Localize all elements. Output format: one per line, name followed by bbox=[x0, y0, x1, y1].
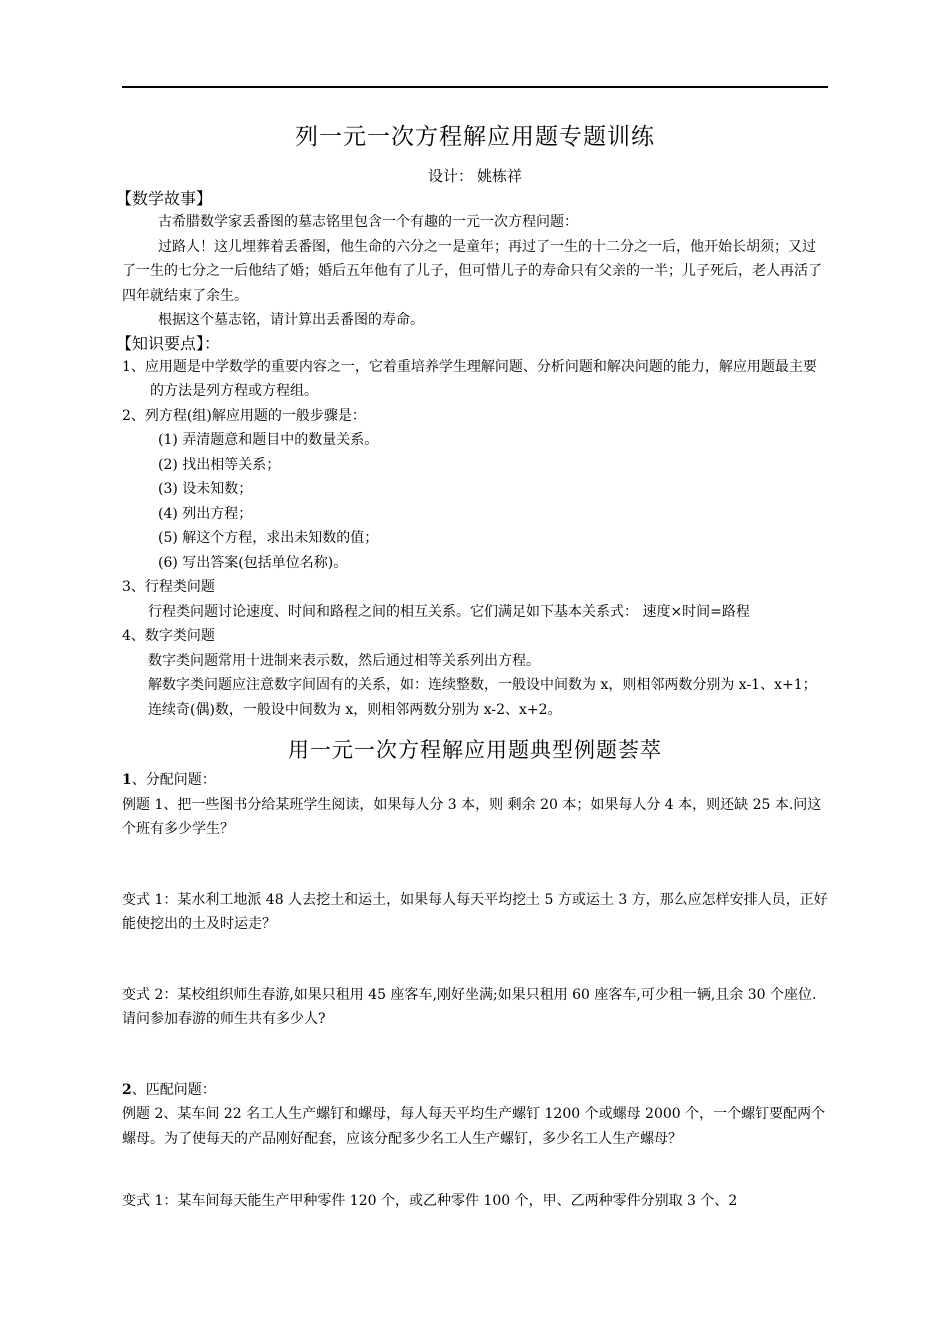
step-item: (5) 解这个方程，求出未知数的值； bbox=[158, 530, 379, 546]
travel-heading: 3、行程类问题 bbox=[122, 579, 215, 595]
section-2-heading bbox=[122, 1078, 828, 1103]
answer-space bbox=[122, 842, 828, 888]
answer-space bbox=[122, 937, 828, 983]
story-question: 根据这个墓志铭，请计算出丢番图的寿命。 bbox=[158, 312, 424, 328]
digit-heading: 4、数字类问题 bbox=[122, 628, 215, 644]
example-2: 例题 2、某车间 22 名工人生产螺钉和螺母，每人每天平均生产螺钉 1200 个或螺母 2000 个，一个螺钉要配两个螺母。为了使每天的产品刚好配套，应该分配多少名工人生产螺钉，多少名工人生产螺母？ bbox=[122, 1106, 826, 1147]
point-text: 应用题是中学数学的重要内容之一，它着重培养学生理解问题、分析问题和解决问题的能力，解应用题最主要的方法是列方程或方程组。 bbox=[144, 358, 817, 399]
step-item: (2) 找出相等关系； bbox=[158, 456, 281, 473]
page-title: 列一元一次方程解应用题专题训练 bbox=[295, 124, 655, 150]
section-label: 、分配问题： bbox=[131, 772, 216, 788]
variant-2-1: 变式 1：某车间每天能生产甲种零件 120 个，或乙种零件 100 个，甲、乙两种零件分别取 3 个、2 bbox=[122, 1193, 738, 1209]
step-item: (1) 弄清题意和题目中的数量关系。 bbox=[158, 432, 379, 448]
section-1-heading bbox=[122, 768, 828, 793]
answer-space bbox=[122, 1032, 828, 1078]
variant-1-2: 变式 2：某校组织师生春游,如果只租用 45 座客车,刚好坐满;如果只租用 60 座客车,可少租一辆,且余 30 个座位.请问参加春游的师生共有多少人? bbox=[122, 986, 817, 1027]
knowledge-point-1 bbox=[122, 355, 828, 404]
author-label: 设计： bbox=[427, 167, 473, 185]
point-text: 列方程(组)解应用题的一般步骤是： bbox=[144, 407, 366, 424]
variant-1-1: 变式 1：某水利工地派 48 人去挖土和运土，如果每人每天平均挖土 5 方或运土 3 方，那么应怎样安排人员，正好能使挖出的土及时运走？ bbox=[122, 891, 828, 932]
header-rule bbox=[122, 86, 828, 88]
point-number: 2、 bbox=[122, 407, 145, 424]
digit-text-2: 解数字类问题应注意数字间固有的关系，如：连续整数，一般设中间数为 x，则相邻两数分别为 x-1、x+1；连续奇(偶)数，一般设中间数为 x，则相邻两数分别为 x-2、x+2。 bbox=[148, 677, 817, 718]
section-label: 、匹配问题： bbox=[131, 1081, 216, 1098]
section-number: 1 bbox=[122, 772, 132, 788]
story-heading: 【数学故事】 bbox=[116, 189, 213, 208]
author-line bbox=[122, 165, 828, 186]
author-name: 姚栋祥 bbox=[477, 167, 523, 185]
step-item: (4) 列出方程； bbox=[158, 505, 253, 522]
travel-text: 行程类问题讨论速度、时间和路程之间的相互关系。它们满足如下基本关系式： 速度×时间=路程 bbox=[148, 603, 750, 620]
story-epitaph: 过路人！这儿埋葬着丢番图，他生命的六分之一是童年；再过了一生的十二分之一后，他开始长胡须；又过了一生的七分之一后他结了婚；婚后五年他有了儿子，但可惜儿子的寿命只有父亲的一半；儿子死后，老人再活了四年就结束了余生。 bbox=[122, 238, 822, 304]
point-number: 1、 bbox=[122, 358, 145, 375]
digit-text-1: 数字类问题常用十进制来表示数，然后通过相等关系列出方程。 bbox=[148, 652, 540, 669]
step-item: (3) 设未知数； bbox=[158, 481, 253, 497]
document-page bbox=[116, 96, 828, 1214]
answer-space bbox=[122, 1151, 828, 1189]
knowledge-heading: 【知识要点】： bbox=[116, 333, 221, 353]
example-1: 例题 1、把一些图书分给某班学生阅读，如果每人分 3 本，则 剩余 20 本；如果每人分 4 本，则还缺 25 本.问这个班有多少学生？ bbox=[122, 796, 822, 837]
section-number: 2 bbox=[122, 1081, 132, 1098]
story-intro: 古希腊数学家丢番图的墓志铭里包含一个有趣的一元一次方程问题： bbox=[158, 214, 578, 230]
step-item: (6) 写出答案(包括单位名称)。 bbox=[158, 554, 348, 571]
examples-title: 用一元一次方程解应用题典型例题荟萃 bbox=[288, 738, 662, 762]
knowledge-point-2 bbox=[122, 404, 828, 429]
